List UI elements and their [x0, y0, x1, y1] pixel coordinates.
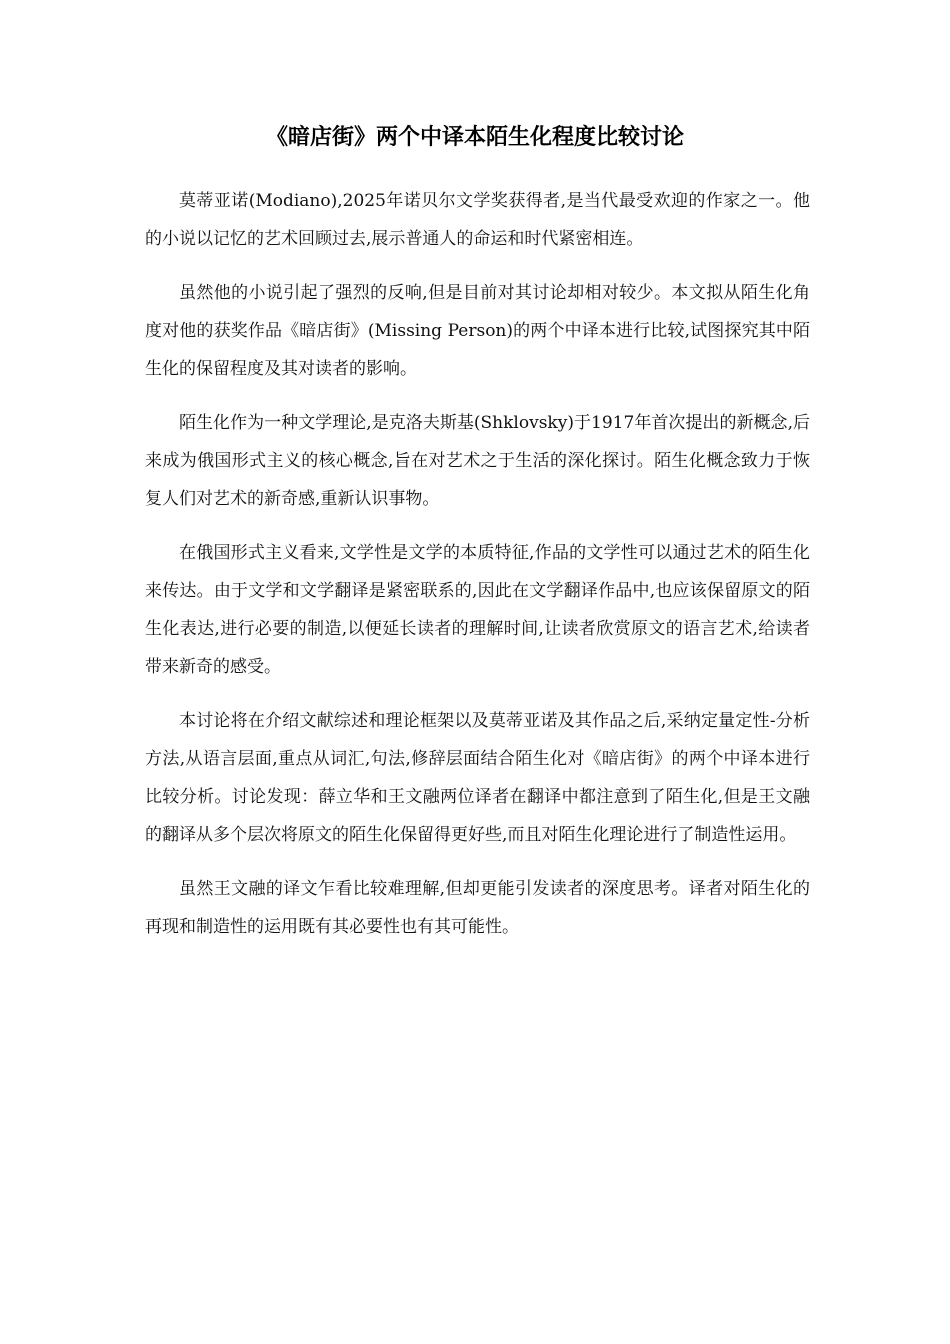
- paragraph-2: 虽然他的小说引起了强烈的反响,但是目前对其讨论却相对较少。本文拟从陌生化角度对他的获奖作品《暗店街》(Missing Person)的两个中译本进行比较,试图探究其中陌生化的保留程度及其对读者的影响。: [145, 283, 810, 379]
- paragraph-4: 在俄国形式主义看来,文学性是文学的本质特征,作品的文学性可以通过艺术的陌生化来传达。由于文学和文学翻译是紧密联系的,因此在文学翻译作品中,也应该保留原文的陌生化表达,进行必要的制造,以便延长读者的理解时间,让读者欣赏原文的语言艺术,给读者带来新奇的感受。: [145, 543, 810, 677]
- paragraph-1: 莫蒂亚诺(Modiano),2025年诺贝尔文学奖获得者,是当代最受欢迎的作家之一。他的小说以记忆的艺术回顾过去,展示普通人的命运和时代紧密相连。: [145, 191, 810, 249]
- document-body: [145, 182, 810, 962]
- paragraph-3: 陌生化作为一种文学理论,是克洛夫斯基(Shklovsky)于1917年首次提出的新概念,后来成为俄国形式主义的核心概念,旨在对艺术之于生活的深化探讨。陌生化概念致力于恢复人们对艺术的新奇感,重新认识事物。: [145, 413, 810, 509]
- paragraph-5: 本讨论将在介绍文献综述和理论框架以及莫蒂亚诺及其作品之后,采纳定量定性-分析方法,从语言层面,重点从词汇,句法,修辞层面结合陌生化对《暗店街》的两个中译本进行比较分析。讨论发现：薛立华和王文融两位译者在翻译中都注意到了陌生化,但是王文融的翻译从多个层次将原文的陌生化保留得更好些,而且对陌生化理论进行了制造性运用。: [145, 711, 810, 845]
- document-title: 《暗店街》两个中译本陌生化程度比较讨论: [265, 124, 684, 150]
- paragraph-6: 虽然王文融的译文乍看比较难理解,但却更能引发读者的深度思考。译者对陌生化的再现和制造性的运用既有其必要性也有其可能性。: [145, 879, 810, 937]
